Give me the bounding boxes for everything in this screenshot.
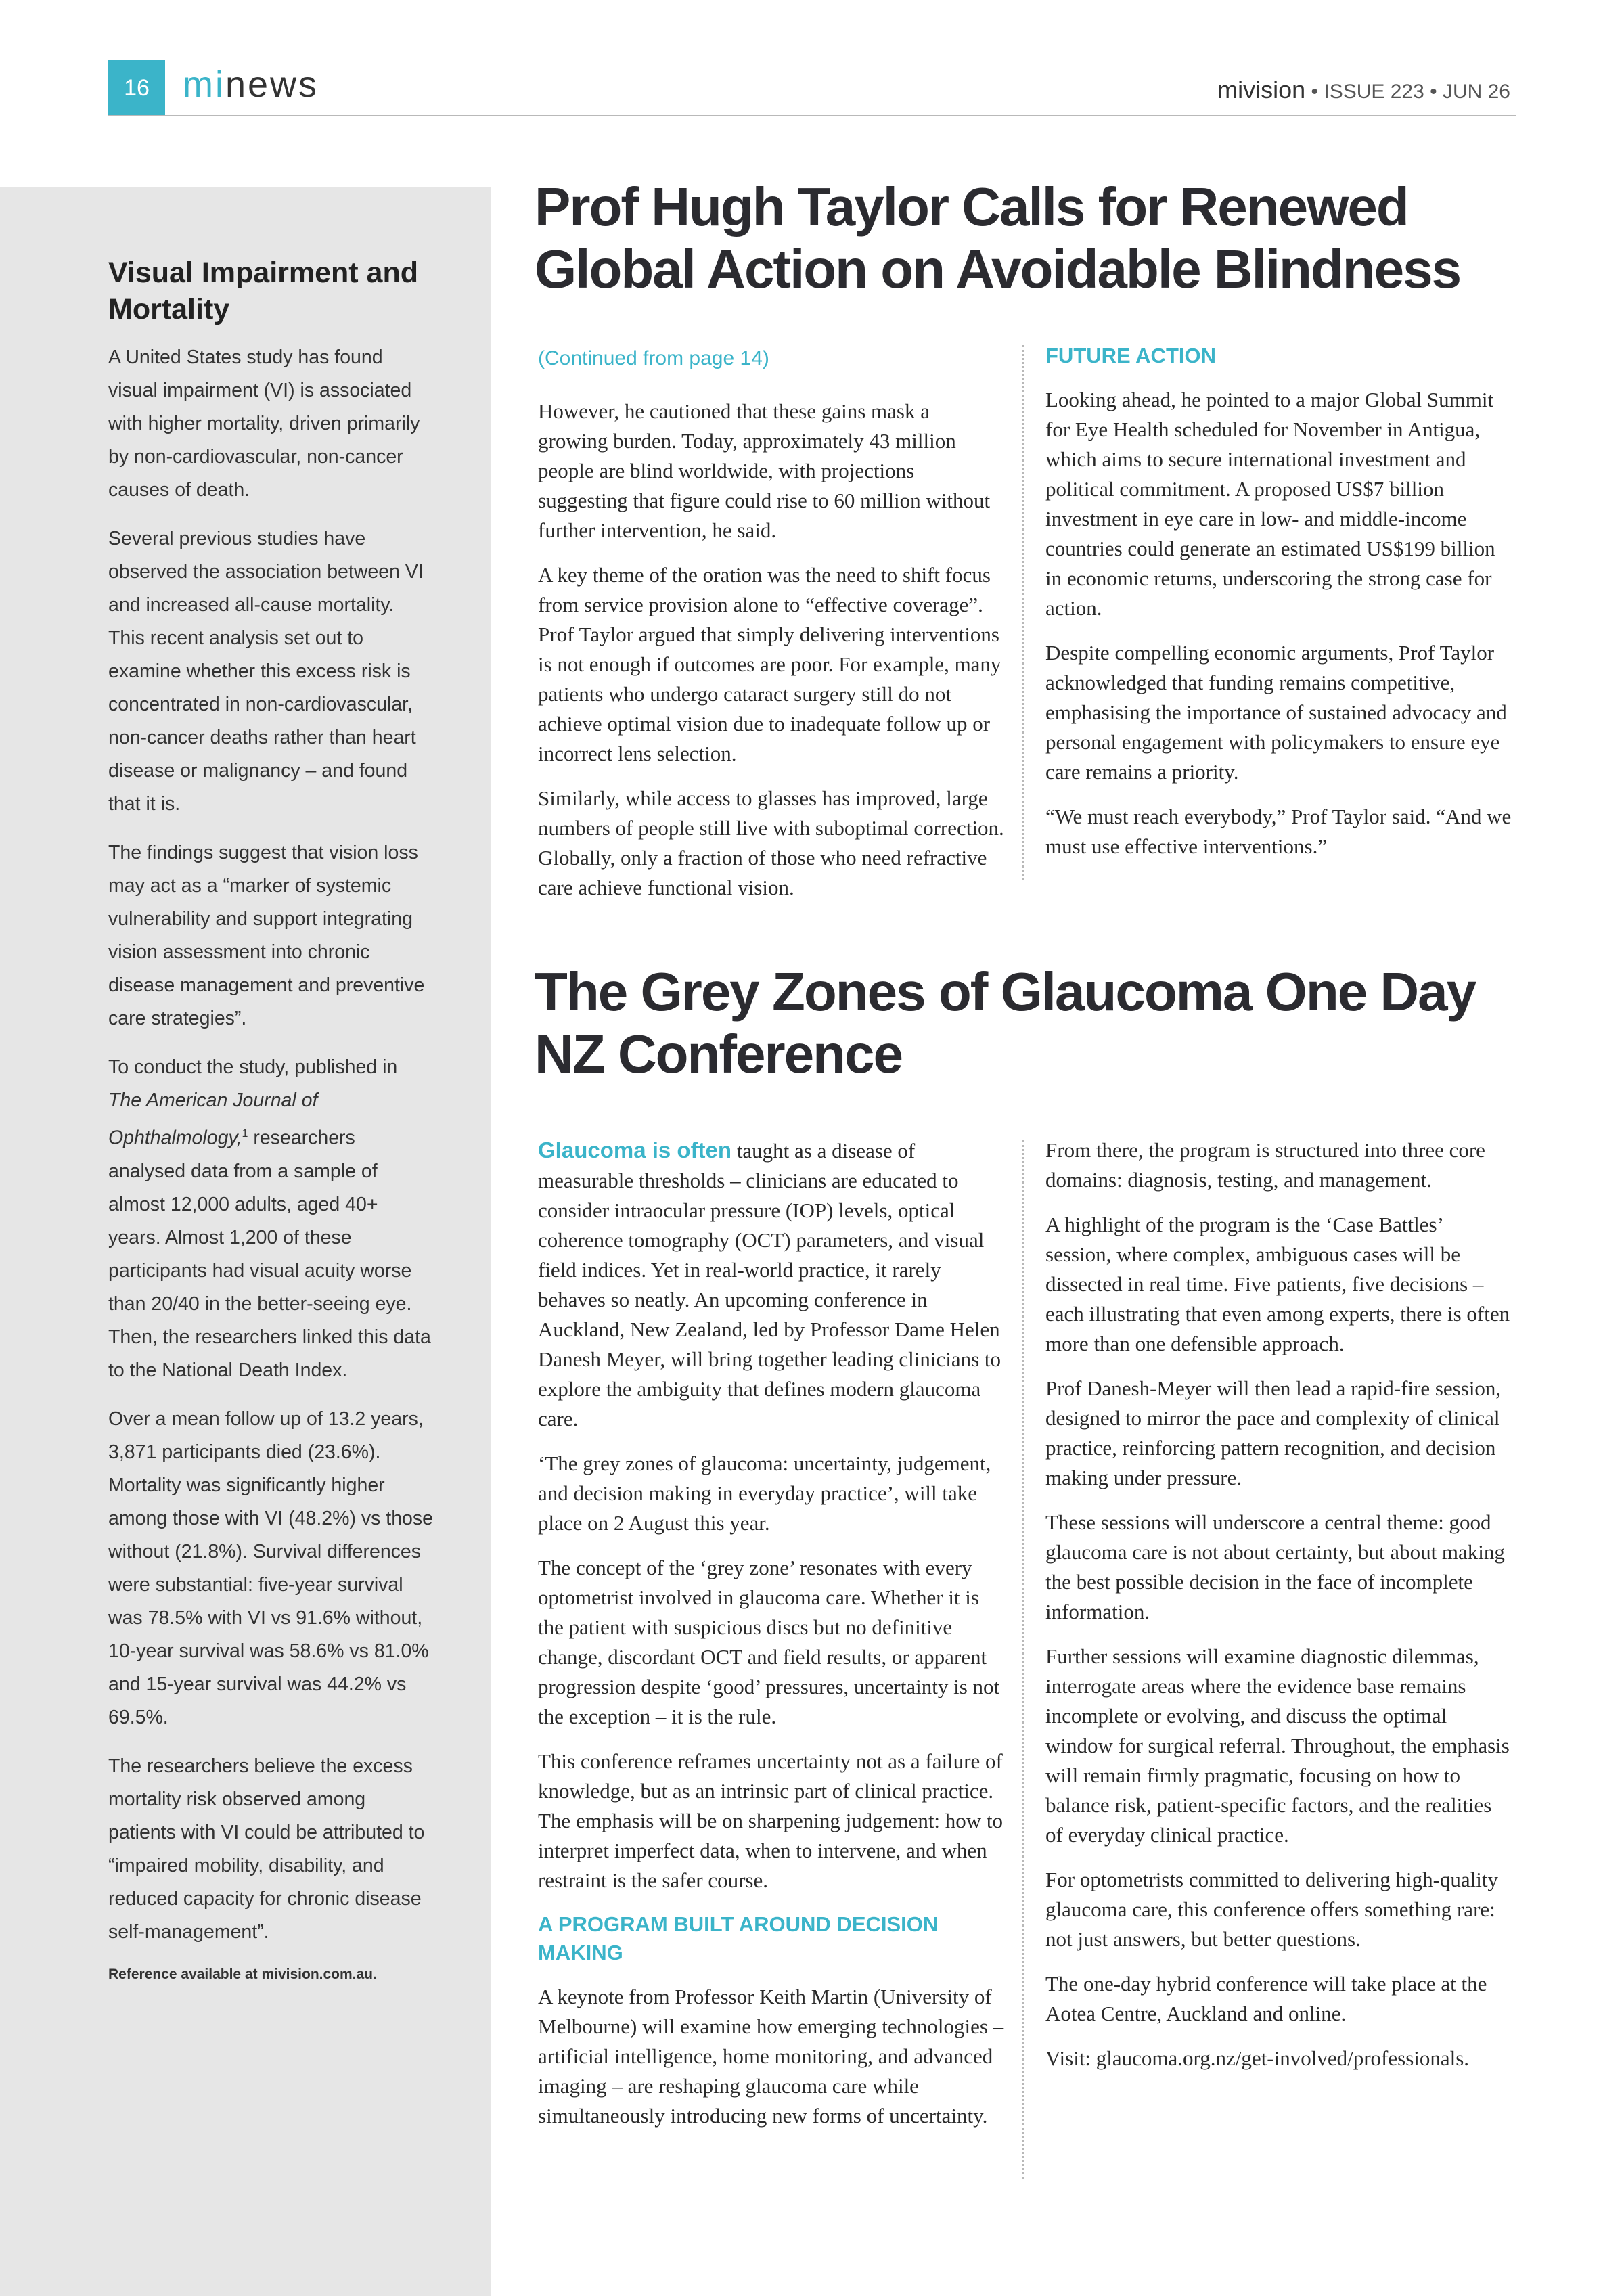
column-divider [1022,1140,1024,2179]
article-paragraph: A keynote from Professor Keith Martin (University of Melbourne) will examine how emerging technologies – artificial intelligence, home monitoring, and advanced imaging – are reshaping glaucoma care while simultaneously introducing new forms of uncertainty. [538,1985,1004,2128]
section-brand [183,64,319,106]
article-paragraph: Prof Danesh-Meyer will then lead a rapid-fire session, designed to mirror the pace and complexity of clinical practice, reinforcing pattern recognition, and decision making under pressure. [1045,1376,1502,1489]
section-subhead: A PROGRAM BUILT AROUND DECISION MAKING [538,1912,939,1964]
article-paragraph: “We must reach everybody,” Prof Taylor said. “And we must use effective interventions.” [1045,805,1512,858]
article-paragraph: A key theme of the oration was the need to shift focus from service provision alone to “effective coverage”. Prof Taylor argued that simply delivering interventions is not enough if outcomes are poor. For example, many patients who undergo cataract surgery still do not achieve optimal vision due to inadequate follow up or incorrect lens selection. [538,563,1001,765]
journal-name: The American Journal of Ophthalmology, [108,1089,318,1149]
article-title: Prof Hugh Taylor Calls for Renewed Global Action on Avoidable Blindness [535,177,1461,299]
header-rule [108,115,1516,116]
article-text: taught as a disease of measurable thresholds – clinicians are educated to consider intraocular pressure (IOP) levels, optical coherence tomography (OCT) parameters, and visual field indices. Yet in real-world practice, it rarely behaves so neatly. An upcoming conference in Auckland, New Zealand, led by Professor Dame Helen Danesh Meyer, will bring together leading clinicians to explore the ambiguity that defines modern glaucoma care. [538,1139,1001,1431]
sidebar-title: Visual Impairment and Mortality [108,256,419,325]
article-paragraph: For optometrists committed to delivering high-quality glaucoma care, this conference offers something rare: not just answers, but better questions. [1045,1868,1498,1951]
article-paragraph [538,1135,1005,1434]
article-column-left [538,344,1005,918]
article-paragraph: Despite compelling economic arguments, Prof Taylor acknowledged that funding remains competitive, emphasising the importance of sustained advocacy and personal engagement with policymakers to ensure eye care remains a priority. [1045,641,1507,784]
article-paragraph: ‘The grey zones of glaucoma: uncertainty, judgement, and decision making in everyday practice’, will take place on 2 August this year. [538,1451,991,1535]
sidebar-paragraph: A United States study has found visual impairment (VI) is associated with higher mortality, driven primarily by non-cardiovascular, non-cancer causes of death. [108,346,420,501]
article-title: The Grey Zones of Glaucoma One Day NZ Conference [535,962,1476,1084]
article-paragraph: However, he cautioned that these gains mask a growing burden. Today, approximately 43 million people are blind worldwide, with projections suggesting that figure could rise to 60 million without further intervention, he said. [538,399,991,542]
page-number: 16 [108,60,165,116]
article-paragraph: Looking ahead, he pointed to a major Global Summit for Eye Health scheduled for November in Antigua, which aims to secure international investment and political commitment. A proposed US$7 billion investment in eye care in low- and middle-income countries could generate an estimated US$199 billion in economic returns, underscoring the strong case for action. [1045,388,1495,620]
article-column-right [1045,342,1512,876]
sidebar-paragraph: Over a mean follow up of 13.2 years, 3,871 participants died (23.6%). Mortality was significantly higher among those with VI (48.2%) vs those without (21.8%). Survival differences were substantial: five-year survival was 78.5% with VI vs 91.6% without, 10-year survival was 58.6% vs 81.0% and 15-year survival was 44.2% vs 69.5%. [108,1408,433,1728]
sidebar-paragraph: Several previous studies have observed the association between VI and increased all-cause mortality. This recent analysis set out to examine whether this excess risk is concentrated in non-cardiovascular, non-cancer deaths rather than heart disease or malignancy – and found that it is. [108,528,424,815]
sidebar-panel [0,187,491,2296]
brand-prefix: mi [183,64,225,105]
column-divider [1022,345,1024,880]
footnote-marker: 1 [242,1128,248,1140]
sidebar-text: researchers analysed data from a sample of almost 12,000 adults, aged 40+ years. Almost 1,200 of these participants had visual acuity worse than 20/40 in the better-seeing eye. Then, the researchers linked this data to the National Death Index. [108,1127,431,1381]
sidebar-paragraph: The researchers believe the excess mortality risk observed among patients with VI could be attributed to “impaired mobility, disability, and reduced capacity for chronic disease self-management”. [108,1755,425,1943]
sidebar-text: To conduct the study, published in [108,1056,398,1078]
sidebar-paragraph: The findings suggest that vision loss may act as a “marker of systemic vulnerability and support integrating vision assessment into chronic disease management and preventive care strategies”. [108,842,425,1029]
continued-note: (Continued from page 14) [538,347,769,369]
article-paragraph: A highlight of the program is the ‘Case Battles’ session, where complex, ambiguous cases will be dissected in real time. Five patients, five decisions – each illustrating that even among experts, there is often more than one defensible approach. [1045,1213,1510,1355]
article-column-right [1045,1135,1512,2088]
sidebar-content [108,254,433,1985]
article-paragraph: Similarly, while access to glasses has improved, large numbers of people still live with suboptimal correction. Globally, only a fraction of those who need refractive care achieve functional vision. [538,786,1004,899]
article-paragraph: This conference reframes uncertainty not as a failure of knowledge, but as an intrinsic part of clinical practice. The emphasis will be on sharpening judgement: how to interpret imperfect data, when to intervene, and when restraint is the safer course. [538,1749,1003,1892]
section-subhead: FUTURE ACTION [1045,344,1216,367]
article-paragraph: Visit: glaucoma.org.nz/get-involved/professionals. [1045,2046,1470,2070]
lead-in: Glaucoma is often [538,1138,732,1163]
article-paragraph: These sessions will underscore a central theme: good glaucoma care is not about certainty, but about making the best possible decision in the face of incomplete information. [1045,1510,1505,1623]
sidebar-paragraph [108,1051,433,1387]
reference-note: Reference available at mivision.com.au. [108,1966,377,1982]
brand-suffix: news [225,64,319,105]
article-paragraph: From there, the program is structured into three core domains: diagnosis, testing, and management. [1045,1138,1485,1192]
article-paragraph: Further sessions will examine diagnostic dilemmas, interrogate areas where the evidence base remains incomplete or evolving, and discuss the optimal window for surgical referral. Throughout, the emphasis will remain firmly pragmatic, focusing on how to balance risk, patient-specific factors, and the realities of everyday clinical practice. [1045,1644,1510,1847]
article-column-left [538,1135,1005,2146]
article-paragraph: The concept of the ‘grey zone’ resonates with every optometrist involved in glaucoma care. Whether it is the patient with suspicious discs but no definitive change, discordant OCT and field results, or apparent progression despite ‘good’ pressures, uncertainty is not the exception – it is the rule. [538,1556,1000,1728]
issue-details: • ISSUE 223 • JUN 26 [1305,81,1510,103]
issue-info [1217,76,1510,104]
article-paragraph: The one-day hybrid conference will take place at the Aotea Centre, Auckland and online. [1045,1972,1487,2025]
magazine-name: mivision [1217,76,1306,104]
